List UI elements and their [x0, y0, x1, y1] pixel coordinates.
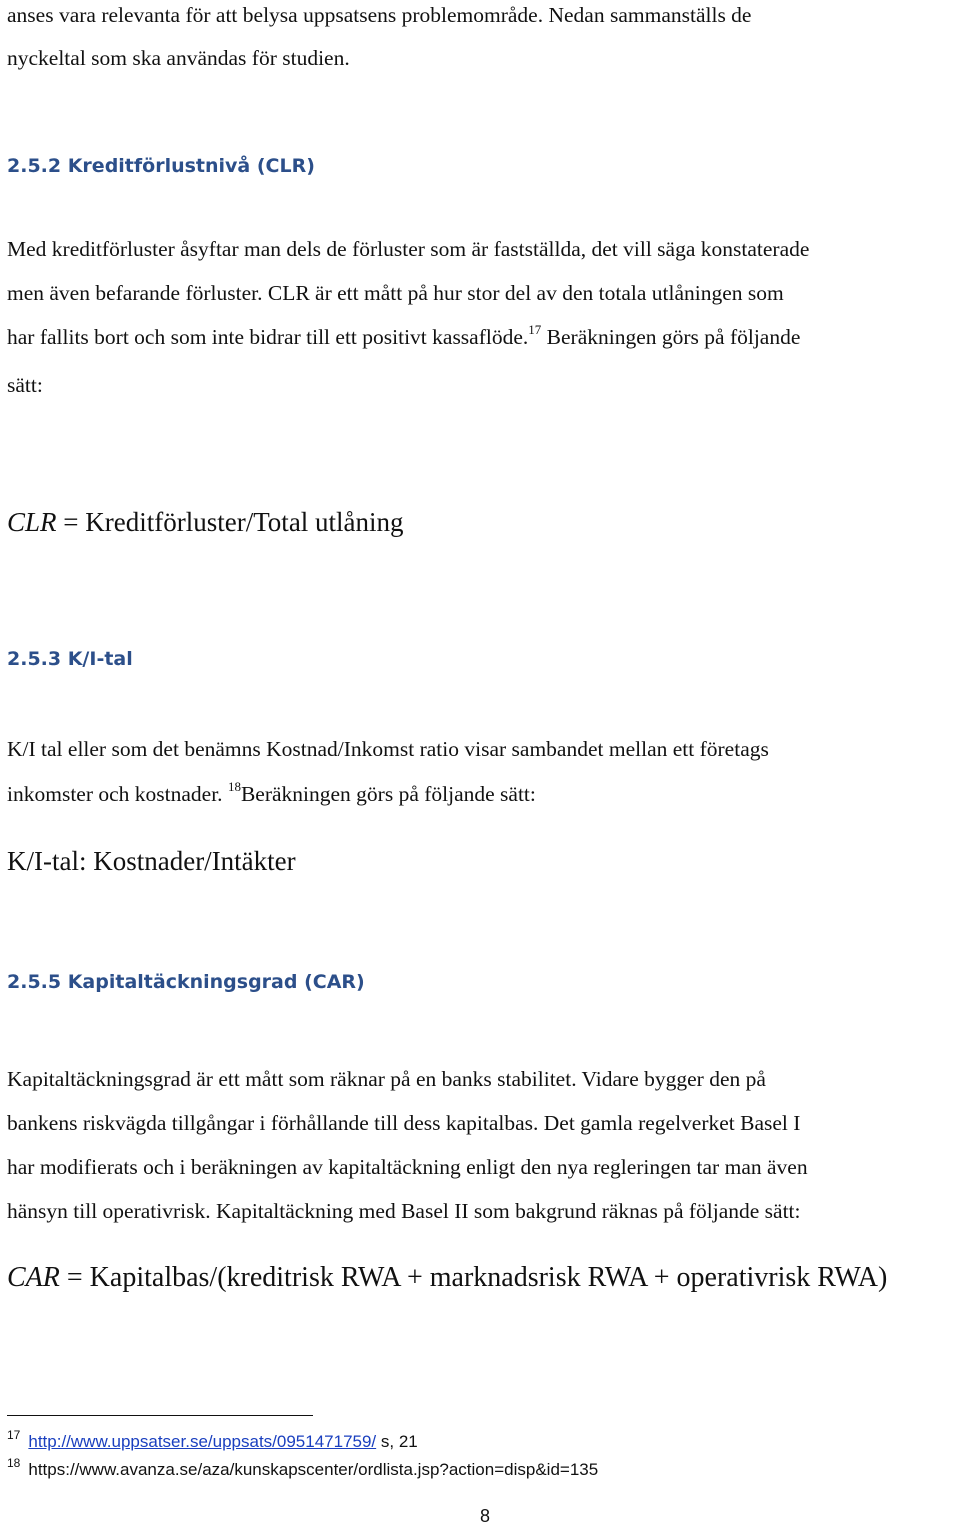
car-paragraph-line-1: Kapitaltäckningsgrad är ett mått som räknar på en banks stabilitet. Vidare bygger den på	[7, 1067, 766, 1091]
intro-line-2: nyckeltal som ska användas för studien.	[7, 46, 350, 70]
clr-paragraph-line-3	[7, 324, 800, 350]
ki-line2-text-cont: Beräkningen görs på följande sätt:	[240, 782, 536, 806]
clr-paragraph-line-4: sätt:	[7, 373, 43, 397]
page-number: 8	[480, 1506, 491, 1526]
car-paragraph-line-2: bankens riskvägda tillgångar i förhållande till dess kapitalbas. Det gamla regelverket Basel I	[7, 1111, 801, 1135]
footnote-page-ref: s, 21	[376, 1432, 418, 1451]
clr-paragraph-line-1: Med kreditförluster åsyftar man dels de förluster som är fastställda, det vill säga konstaterade	[7, 237, 810, 261]
ki-paragraph-line-1: K/I tal eller som det benämns Kostnad/Inkomst ratio visar sambandet mellan ett företags	[7, 737, 769, 761]
footnote-number: 17	[7, 1428, 21, 1442]
footnote-17	[7, 1428, 418, 1453]
clr-formula-variable: CLR	[7, 507, 57, 537]
car-formula-variable: CAR	[7, 1262, 60, 1293]
footnote-ref-18[interactable]: 18	[227, 779, 241, 794]
intro-line-1: anses vara relevanta för att belysa uppsatsens problemområde. Nedan sammanställs de	[7, 3, 752, 27]
footnote-18	[7, 1456, 599, 1481]
car-paragraph-line-4: hänsyn till operativrisk. Kapitaltäckning med Basel II som bakgrund räknas på följande sätt:	[7, 1199, 801, 1223]
footnote-separator	[7, 1415, 313, 1416]
car-formula	[7, 1262, 887, 1294]
clr-line3-text-cont: Beräkningen görs på följande	[541, 325, 801, 349]
clr-paragraph-line-2: men även befarande förluster. CLR är ett mått på hur stor del av den totala utlåningen som	[7, 281, 784, 305]
clr-formula	[7, 506, 404, 538]
footnote-ref-17[interactable]: 17	[528, 322, 542, 337]
car-paragraph-line-3: har modifierats och i beräkningen av kapitaltäckning enligt den nya regleringen tar man även	[7, 1155, 808, 1179]
clr-formula-expression: = Kreditförluster/Total utlåning	[56, 507, 404, 537]
section-heading-clr: 2.5.2 Kreditförlustnivå (CLR)	[7, 155, 315, 177]
footnote-number: 18	[7, 1456, 21, 1470]
section-heading-car: 2.5.5 Kapitaltäckningsgrad (CAR)	[7, 971, 365, 993]
ki-paragraph-line-2	[7, 781, 536, 807]
section-heading-ki: 2.5.3 K/I-tal	[7, 648, 133, 670]
ki-formula: K/I-tal: Kostnader/Intäkter	[7, 846, 296, 876]
footnote-link[interactable]: http://www.uppsatser.se/uppsats/0951471759/	[28, 1432, 377, 1451]
car-formula-expression: = Kapitalbas/(kreditrisk RWA + marknadsrisk RWA + operativrisk RWA)	[59, 1262, 888, 1293]
footnote-url-text: https://www.avanza.se/aza/kunskapscenter/ordlista.jsp?action=disp&id=135	[28, 1460, 599, 1479]
clr-line3-text: har fallits bort och som inte bidrar till ett positivt kassaflöde.	[7, 325, 529, 349]
ki-line2-text: inkomster och kostnader.	[7, 782, 228, 806]
